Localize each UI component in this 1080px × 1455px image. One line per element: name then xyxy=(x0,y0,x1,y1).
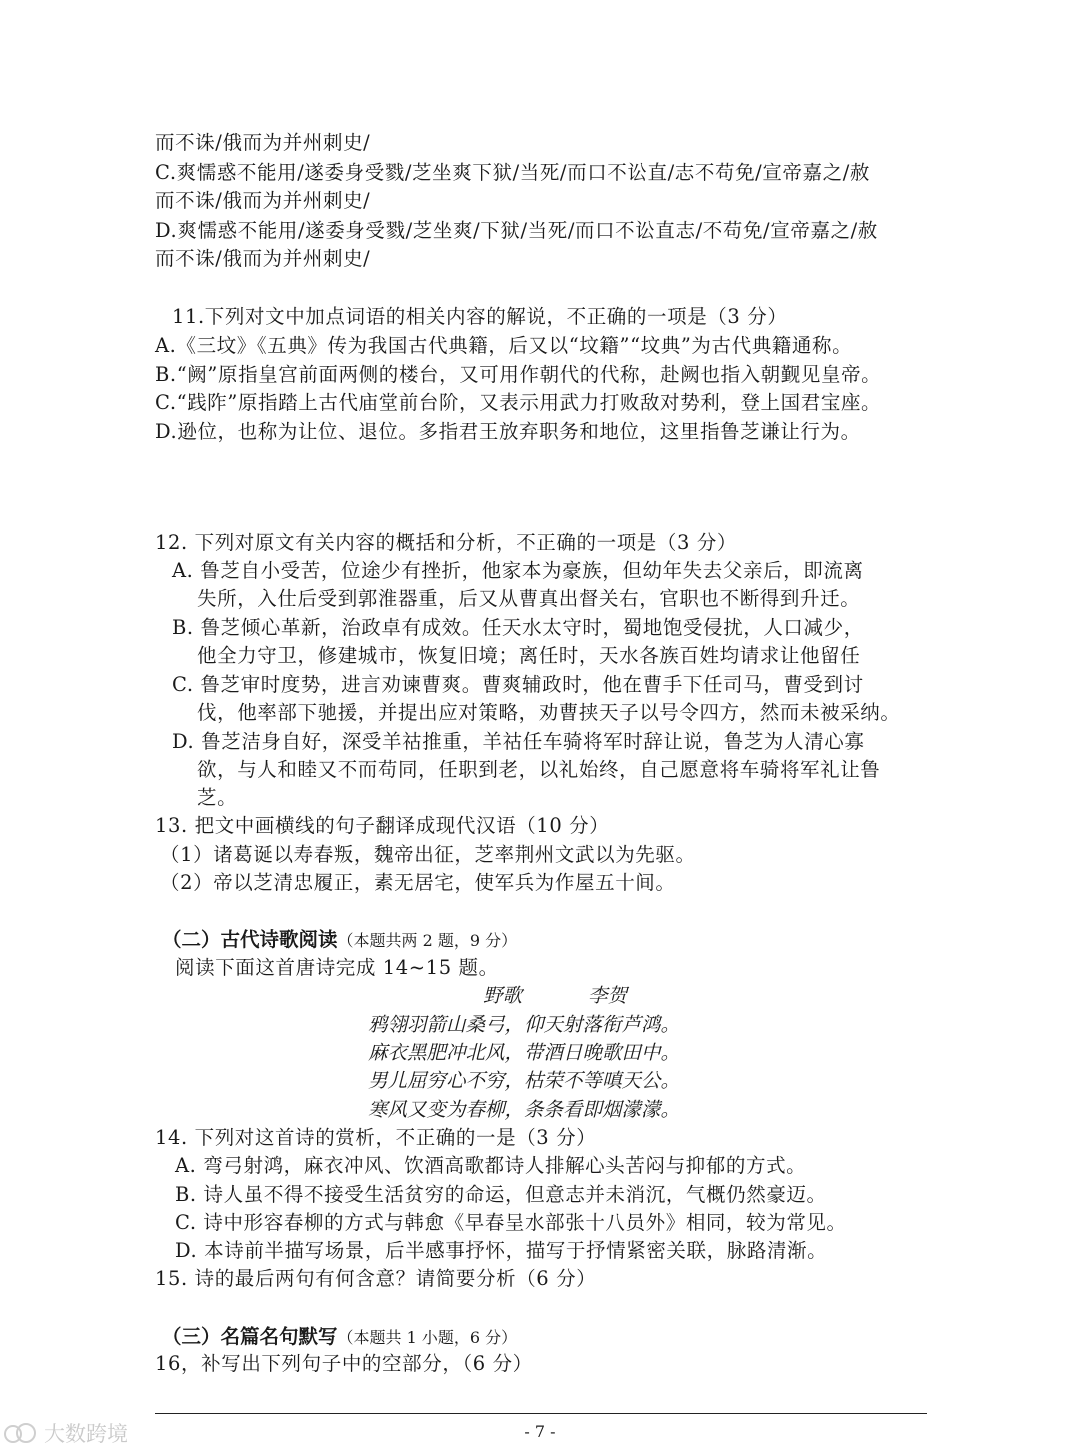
option-d: D.爽懦惑不能用/遂委身受戮/芝坐爽/下狱/当死/而口不讼直志/不苟免/宣帝嘉之/赦 xyxy=(155,219,878,242)
question-13-stem: 13. 把文中画横线的句子翻译成现代汉语（10 分） xyxy=(155,814,610,837)
question-14-stem: 14. 下列对这首诗的赏析，不正确的一是（3 分） xyxy=(155,1126,597,1149)
poem-line: 麻衣黑肥冲北风，带酒日晚歌田中。 xyxy=(368,1041,681,1064)
option-c: C.爽懦惑不能用/遂委身受戮/芝坐爽下狱/当死/而口不讼直/志不苟免/宣帝嘉之/赦 xyxy=(155,161,871,184)
question-12-option-d-cont: 芝。 xyxy=(197,786,238,809)
question-15-stem: 15. 诗的最后两句有何含意？请简要分析（6 分） xyxy=(155,1267,597,1290)
question-14-option-c: C. 诗中形容春柳的方式与韩愈《早春呈水部张十八员外》相同，较为常见。 xyxy=(175,1211,847,1234)
poem-line: 男儿屈穷心不穷，枯荣不等嗔天公。 xyxy=(368,1069,681,1092)
poem-line: 鸦翎羽箭山桑弓，仰天射落衔芦鸿。 xyxy=(368,1013,681,1036)
question-11-option-d: D.逊位，也称为让位、退位。多指君王放弃职务和地位，这里指鲁芝谦让行为。 xyxy=(155,420,861,443)
question-12-option-d-cont: 欲，与人和睦又不而苟同，任职到老，以礼始终，自己愿意将车骑将军礼让鲁 xyxy=(197,758,881,781)
text-line: 而不诛/俄而为并州刺史/ xyxy=(155,131,371,154)
section-note: （本题共两 2 题，9 分） xyxy=(337,931,518,950)
text-line: 不诛/俄而为并州刺史/ xyxy=(175,189,371,212)
watermark-logo-icon xyxy=(4,1421,38,1445)
question-12-stem: 12. 下列对原文有关内容的概括和分析，不正确的一项是（3 分） xyxy=(155,531,738,554)
section-3-heading xyxy=(162,1324,517,1351)
section-2-heading xyxy=(162,927,517,954)
question-12-option-c: C. 鲁芝审时度势，进言劝谏曹爽。曹爽辅政时，他在曹手下任司马，曹受到讨 xyxy=(172,673,864,696)
section-note: （本题共 1 小题，6 分） xyxy=(337,1328,518,1347)
footer-divider xyxy=(155,1413,927,1414)
question-11-option-b: B.“阙”原指皇宫前面两侧的楼台，又可用作朝代的代称，赴阙也指入朝觐见皇帝。 xyxy=(155,363,882,386)
question-12-option-a: A. 鲁芝自小受苦，位途少有挫折，他家本为豪族，但幼年失去父亲后，即流离 xyxy=(172,559,864,582)
watermark-text: 大数跨境 xyxy=(44,1422,128,1446)
poem-line: 寒风又变为春柳，条条看即烟濛濛。 xyxy=(368,1098,681,1121)
question-13-sentence-1: （1）诸葛诞以寿春叛，魏帝出征，芝率荆州文武以为先驱。 xyxy=(160,843,696,866)
question-14-option-a: A. 弯弓射鸿，麻衣冲风、饮酒高歌都诗人排解心头苦闷与抑郁的方式。 xyxy=(175,1154,807,1177)
question-12-option-d: D. 鲁芝洁身自好，深受羊祜推重，羊祜任车骑将军时辞让说，鲁芝为人清心寡 xyxy=(172,730,865,753)
question-11-stem: 11.下列对文中加点词语的相关内容的解说，不正确的一项是（3 分） xyxy=(172,305,788,328)
question-12-option-a-cont: 失所，入仕后受到郭淮器重，后又从曹真出督关右，官职也不断得到升迁。 xyxy=(197,587,861,610)
question-12-option-c-cont: 伐，他率部下驰援，并提出应对策略，劝曹挟天子以号令四方，然而未被采纳。 xyxy=(197,701,901,724)
section-title: （二）古代诗歌阅读 xyxy=(162,928,338,951)
poem-title: 野歌 xyxy=(483,984,523,1007)
section-title: （三）名篇名句默写 xyxy=(162,1325,338,1348)
question-14-option-d: D. 本诗前半描写场景，后半感事抒怀，描写于抒情紧密关联，脉路清渐。 xyxy=(175,1239,828,1262)
question-16-stem: 16，补写出下列句子中的空部分，（6 分） xyxy=(155,1352,533,1375)
question-13-sentence-2: （2）帝以芝清忠履正，素无居宅，使军兵为作屋五十间。 xyxy=(160,871,676,894)
question-12-option-b-cont: 他全力守卫，修建城市，恢复旧境；离任时，天水各族百姓均请求让他留任 xyxy=(197,644,861,667)
text-line: 而不诛/俄而为并州刺史/ xyxy=(155,189,371,212)
poem-author: 李贺 xyxy=(588,984,628,1007)
question-14-option-b: B. 诗人虽不得不接受生活贫穷的命运，但意志并未消沉，气概仍然豪迈。 xyxy=(175,1183,827,1206)
text-line: 而不诛/俄而为并州刺史/ xyxy=(155,247,371,270)
page-number: - 7 - xyxy=(524,1422,556,1441)
watermark xyxy=(4,1418,128,1448)
question-11-option-a: A.《三坟》《五典》传为我国古代典籍，后又以“坟籍”“坟典”为古代典籍通称。 xyxy=(155,334,853,357)
question-12-option-b: B. 鲁芝倾心革新，治政卓有成效。任天水太守时，蜀地饱受侵扰，人口减少， xyxy=(172,616,864,639)
poem-intro: 阅读下面这首唐诗完成 14~15 题。 xyxy=(175,956,499,979)
question-11-option-c: C.“践阼”原指踏上古代庙堂前台阶，又表示用武力打败敌对势利，登上国君宝座。 xyxy=(155,391,882,414)
